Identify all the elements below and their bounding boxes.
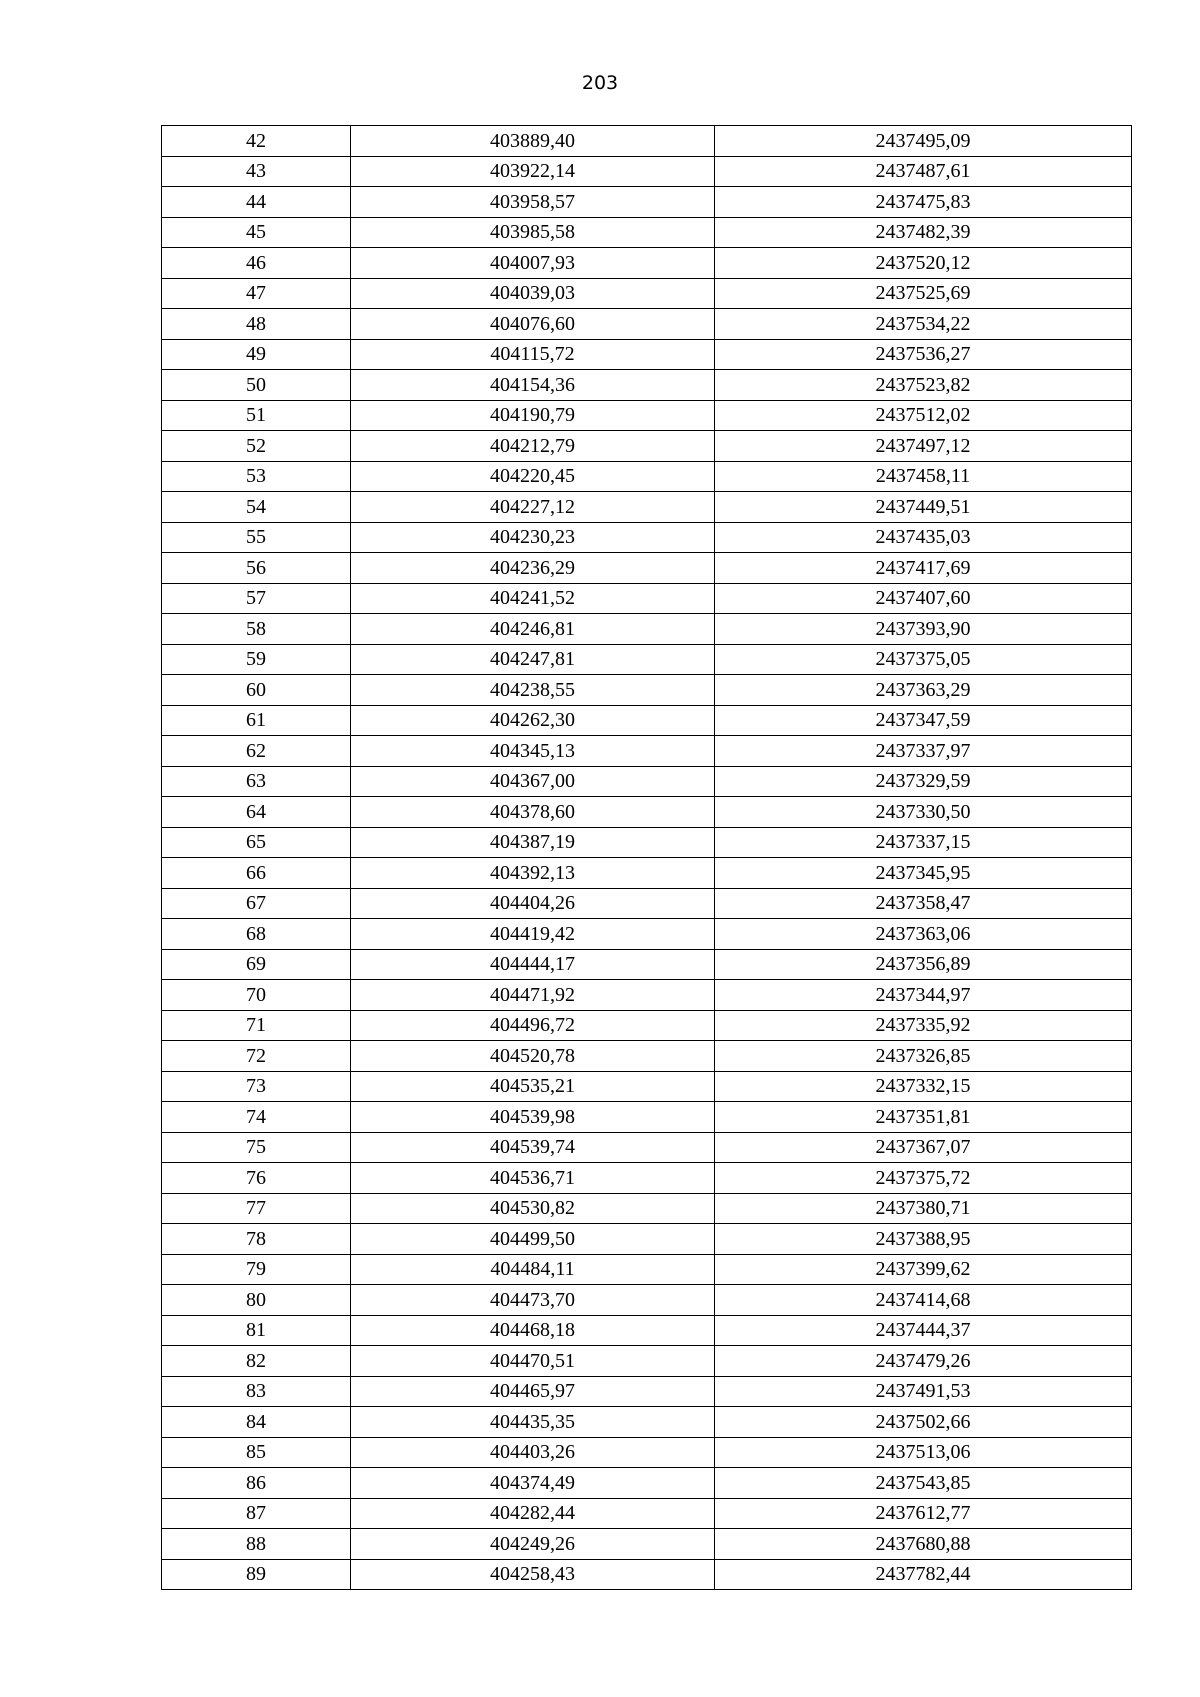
table-row (162, 1193, 1132, 1224)
table-row (162, 705, 1132, 736)
table-row (162, 1346, 1132, 1377)
point-number-cell: 67 (162, 888, 351, 919)
point-number-cell: 73 (162, 1071, 351, 1102)
table-row (162, 1498, 1132, 1529)
x-coordinate-cell: 404435,35 (351, 1407, 715, 1438)
point-number-cell: 47 (162, 278, 351, 309)
point-number-cell: 89 (162, 1559, 351, 1590)
point-number-cell: 63 (162, 766, 351, 797)
point-number-cell: 68 (162, 919, 351, 950)
point-number-cell: 75 (162, 1132, 351, 1163)
x-coordinate-cell: 404236,29 (351, 553, 715, 584)
x-coordinate-cell: 404115,72 (351, 339, 715, 370)
point-number-cell: 70 (162, 980, 351, 1011)
y-coordinate-cell: 2437487,61 (715, 156, 1132, 187)
x-coordinate-cell: 404444,17 (351, 949, 715, 980)
x-coordinate-cell: 404496,72 (351, 1010, 715, 1041)
y-coordinate-cell: 2437525,69 (715, 278, 1132, 309)
x-coordinate-cell: 404247,81 (351, 644, 715, 675)
x-coordinate-cell: 404246,81 (351, 614, 715, 645)
y-coordinate-cell: 2437612,77 (715, 1498, 1132, 1529)
x-coordinate-cell: 404378,60 (351, 797, 715, 828)
x-coordinate-cell: 404539,98 (351, 1102, 715, 1133)
table-row (162, 492, 1132, 523)
y-coordinate-cell: 2437417,69 (715, 553, 1132, 584)
point-number-cell: 81 (162, 1315, 351, 1346)
x-coordinate-cell: 404392,13 (351, 858, 715, 889)
y-coordinate-cell: 2437344,97 (715, 980, 1132, 1011)
y-coordinate-cell: 2437435,03 (715, 522, 1132, 553)
point-number-cell: 79 (162, 1254, 351, 1285)
table-row (162, 980, 1132, 1011)
x-coordinate-cell: 404536,71 (351, 1163, 715, 1194)
x-coordinate-cell: 404539,74 (351, 1132, 715, 1163)
x-coordinate-cell: 404345,13 (351, 736, 715, 767)
table-row (162, 156, 1132, 187)
y-coordinate-cell: 2437332,15 (715, 1071, 1132, 1102)
table-row (162, 1468, 1132, 1499)
x-coordinate-cell: 404212,79 (351, 431, 715, 462)
point-number-cell: 76 (162, 1163, 351, 1194)
table-row (162, 1529, 1132, 1560)
table-row (162, 1010, 1132, 1041)
x-coordinate-cell: 404403,26 (351, 1437, 715, 1468)
x-coordinate-cell: 404190,79 (351, 400, 715, 431)
table-row (162, 1559, 1132, 1590)
table-row (162, 309, 1132, 340)
table-row (162, 949, 1132, 980)
table-row (162, 339, 1132, 370)
x-coordinate-cell: 404468,18 (351, 1315, 715, 1346)
x-coordinate-cell: 404076,60 (351, 309, 715, 340)
y-coordinate-cell: 2437475,83 (715, 187, 1132, 218)
y-coordinate-cell: 2437407,60 (715, 583, 1132, 614)
point-number-cell: 61 (162, 705, 351, 736)
point-number-cell: 60 (162, 675, 351, 706)
y-coordinate-cell: 2437502,66 (715, 1407, 1132, 1438)
y-coordinate-cell: 2437356,89 (715, 949, 1132, 980)
table-row (162, 370, 1132, 401)
table-row (162, 644, 1132, 675)
point-number-cell: 80 (162, 1285, 351, 1316)
point-number-cell: 83 (162, 1376, 351, 1407)
table-row (162, 248, 1132, 279)
x-coordinate-cell: 404367,00 (351, 766, 715, 797)
table-row (162, 1437, 1132, 1468)
table-row (162, 431, 1132, 462)
table-row (162, 888, 1132, 919)
table-row (162, 400, 1132, 431)
y-coordinate-cell: 2437367,07 (715, 1132, 1132, 1163)
point-number-cell: 55 (162, 522, 351, 553)
point-number-cell: 87 (162, 1498, 351, 1529)
table-row (162, 278, 1132, 309)
coordinates-table (161, 125, 1132, 1590)
point-number-cell: 43 (162, 156, 351, 187)
y-coordinate-cell: 2437482,39 (715, 217, 1132, 248)
table-row (162, 522, 1132, 553)
point-number-cell: 86 (162, 1468, 351, 1499)
x-coordinate-cell: 404530,82 (351, 1193, 715, 1224)
y-coordinate-cell: 2437393,90 (715, 614, 1132, 645)
x-coordinate-cell: 404473,70 (351, 1285, 715, 1316)
y-coordinate-cell: 2437444,37 (715, 1315, 1132, 1346)
y-coordinate-cell: 2437375,05 (715, 644, 1132, 675)
table-row (162, 1315, 1132, 1346)
x-coordinate-cell: 404230,23 (351, 522, 715, 553)
y-coordinate-cell: 2437380,71 (715, 1193, 1132, 1224)
table-row (162, 919, 1132, 950)
point-number-cell: 52 (162, 431, 351, 462)
x-coordinate-cell: 404535,21 (351, 1071, 715, 1102)
table-row (162, 217, 1132, 248)
y-coordinate-cell: 2437363,06 (715, 919, 1132, 950)
y-coordinate-cell: 2437330,50 (715, 797, 1132, 828)
y-coordinate-cell: 2437414,68 (715, 1285, 1132, 1316)
point-number-cell: 54 (162, 492, 351, 523)
table-row (162, 553, 1132, 584)
x-coordinate-cell: 404419,42 (351, 919, 715, 950)
y-coordinate-cell: 2437329,59 (715, 766, 1132, 797)
table-row (162, 1132, 1132, 1163)
x-coordinate-cell: 404387,19 (351, 827, 715, 858)
y-coordinate-cell: 2437347,59 (715, 705, 1132, 736)
x-coordinate-cell: 404499,50 (351, 1224, 715, 1255)
point-number-cell: 46 (162, 248, 351, 279)
y-coordinate-cell: 2437337,15 (715, 827, 1132, 858)
y-coordinate-cell: 2437495,09 (715, 126, 1132, 157)
point-number-cell: 72 (162, 1041, 351, 1072)
point-number-cell: 50 (162, 370, 351, 401)
point-number-cell: 64 (162, 797, 351, 828)
table-row (162, 1407, 1132, 1438)
x-coordinate-cell: 404520,78 (351, 1041, 715, 1072)
table-row (162, 1224, 1132, 1255)
table-row (162, 766, 1132, 797)
point-number-cell: 44 (162, 187, 351, 218)
table-row (162, 1376, 1132, 1407)
point-number-cell: 74 (162, 1102, 351, 1133)
x-coordinate-cell: 403958,57 (351, 187, 715, 218)
x-coordinate-cell: 404470,51 (351, 1346, 715, 1377)
point-number-cell: 45 (162, 217, 351, 248)
y-coordinate-cell: 2437513,06 (715, 1437, 1132, 1468)
table-row (162, 1163, 1132, 1194)
point-number-cell: 84 (162, 1407, 351, 1438)
y-coordinate-cell: 2437326,85 (715, 1041, 1132, 1072)
y-coordinate-cell: 2437358,47 (715, 888, 1132, 919)
x-coordinate-cell: 404484,11 (351, 1254, 715, 1285)
y-coordinate-cell: 2437375,72 (715, 1163, 1132, 1194)
y-coordinate-cell: 2437523,82 (715, 370, 1132, 401)
x-coordinate-cell: 404471,92 (351, 980, 715, 1011)
x-coordinate-cell: 404154,36 (351, 370, 715, 401)
table-row (162, 736, 1132, 767)
table-row (162, 1285, 1132, 1316)
table-row (162, 614, 1132, 645)
x-coordinate-cell: 404227,12 (351, 492, 715, 523)
y-coordinate-cell: 2437335,92 (715, 1010, 1132, 1041)
point-number-cell: 71 (162, 1010, 351, 1041)
x-coordinate-cell: 404282,44 (351, 1498, 715, 1529)
table-row (162, 1071, 1132, 1102)
table-row (162, 1041, 1132, 1072)
x-coordinate-cell: 404007,93 (351, 248, 715, 279)
x-coordinate-cell: 404258,43 (351, 1559, 715, 1590)
table-row (162, 1102, 1132, 1133)
point-number-cell: 88 (162, 1529, 351, 1560)
x-coordinate-cell: 404241,52 (351, 583, 715, 614)
x-coordinate-cell: 404220,45 (351, 461, 715, 492)
y-coordinate-cell: 2437479,26 (715, 1346, 1132, 1377)
table-row (162, 461, 1132, 492)
y-coordinate-cell: 2437388,95 (715, 1224, 1132, 1255)
point-number-cell: 85 (162, 1437, 351, 1468)
point-number-cell: 57 (162, 583, 351, 614)
x-coordinate-cell: 403889,40 (351, 126, 715, 157)
point-number-cell: 66 (162, 858, 351, 889)
point-number-cell: 77 (162, 1193, 351, 1224)
y-coordinate-cell: 2437399,62 (715, 1254, 1132, 1285)
point-number-cell: 56 (162, 553, 351, 584)
point-number-cell: 59 (162, 644, 351, 675)
x-coordinate-cell: 404249,26 (351, 1529, 715, 1560)
table-row (162, 797, 1132, 828)
table-row (162, 1254, 1132, 1285)
x-coordinate-cell: 404374,49 (351, 1468, 715, 1499)
y-coordinate-cell: 2437345,95 (715, 858, 1132, 889)
point-number-cell: 48 (162, 309, 351, 340)
x-coordinate-cell: 404238,55 (351, 675, 715, 706)
y-coordinate-cell: 2437512,02 (715, 400, 1132, 431)
table-row (162, 858, 1132, 889)
point-number-cell: 51 (162, 400, 351, 431)
y-coordinate-cell: 2437337,97 (715, 736, 1132, 767)
y-coordinate-cell: 2437536,27 (715, 339, 1132, 370)
y-coordinate-cell: 2437363,29 (715, 675, 1132, 706)
y-coordinate-cell: 2437534,22 (715, 309, 1132, 340)
x-coordinate-cell: 403985,58 (351, 217, 715, 248)
point-number-cell: 53 (162, 461, 351, 492)
x-coordinate-cell: 404262,30 (351, 705, 715, 736)
y-coordinate-cell: 2437351,81 (715, 1102, 1132, 1133)
table-row (162, 126, 1132, 157)
point-number-cell: 58 (162, 614, 351, 645)
point-number-cell: 49 (162, 339, 351, 370)
y-coordinate-cell: 2437680,88 (715, 1529, 1132, 1560)
y-coordinate-cell: 2437458,11 (715, 461, 1132, 492)
table-row (162, 827, 1132, 858)
x-coordinate-cell: 404039,03 (351, 278, 715, 309)
page-number: 203 (581, 72, 619, 94)
x-coordinate-cell: 404465,97 (351, 1376, 715, 1407)
coordinates-table-body (162, 126, 1132, 1590)
y-coordinate-cell: 2437449,51 (715, 492, 1132, 523)
y-coordinate-cell: 2437782,44 (715, 1559, 1132, 1590)
x-coordinate-cell: 404404,26 (351, 888, 715, 919)
y-coordinate-cell: 2437543,85 (715, 1468, 1132, 1499)
table-row (162, 187, 1132, 218)
point-number-cell: 42 (162, 126, 351, 157)
y-coordinate-cell: 2437491,53 (715, 1376, 1132, 1407)
table-row (162, 675, 1132, 706)
point-number-cell: 82 (162, 1346, 351, 1377)
table-row (162, 583, 1132, 614)
y-coordinate-cell: 2437520,12 (715, 248, 1132, 279)
x-coordinate-cell: 403922,14 (351, 156, 715, 187)
point-number-cell: 62 (162, 736, 351, 767)
point-number-cell: 78 (162, 1224, 351, 1255)
y-coordinate-cell: 2437497,12 (715, 431, 1132, 462)
point-number-cell: 69 (162, 949, 351, 980)
point-number-cell: 65 (162, 827, 351, 858)
